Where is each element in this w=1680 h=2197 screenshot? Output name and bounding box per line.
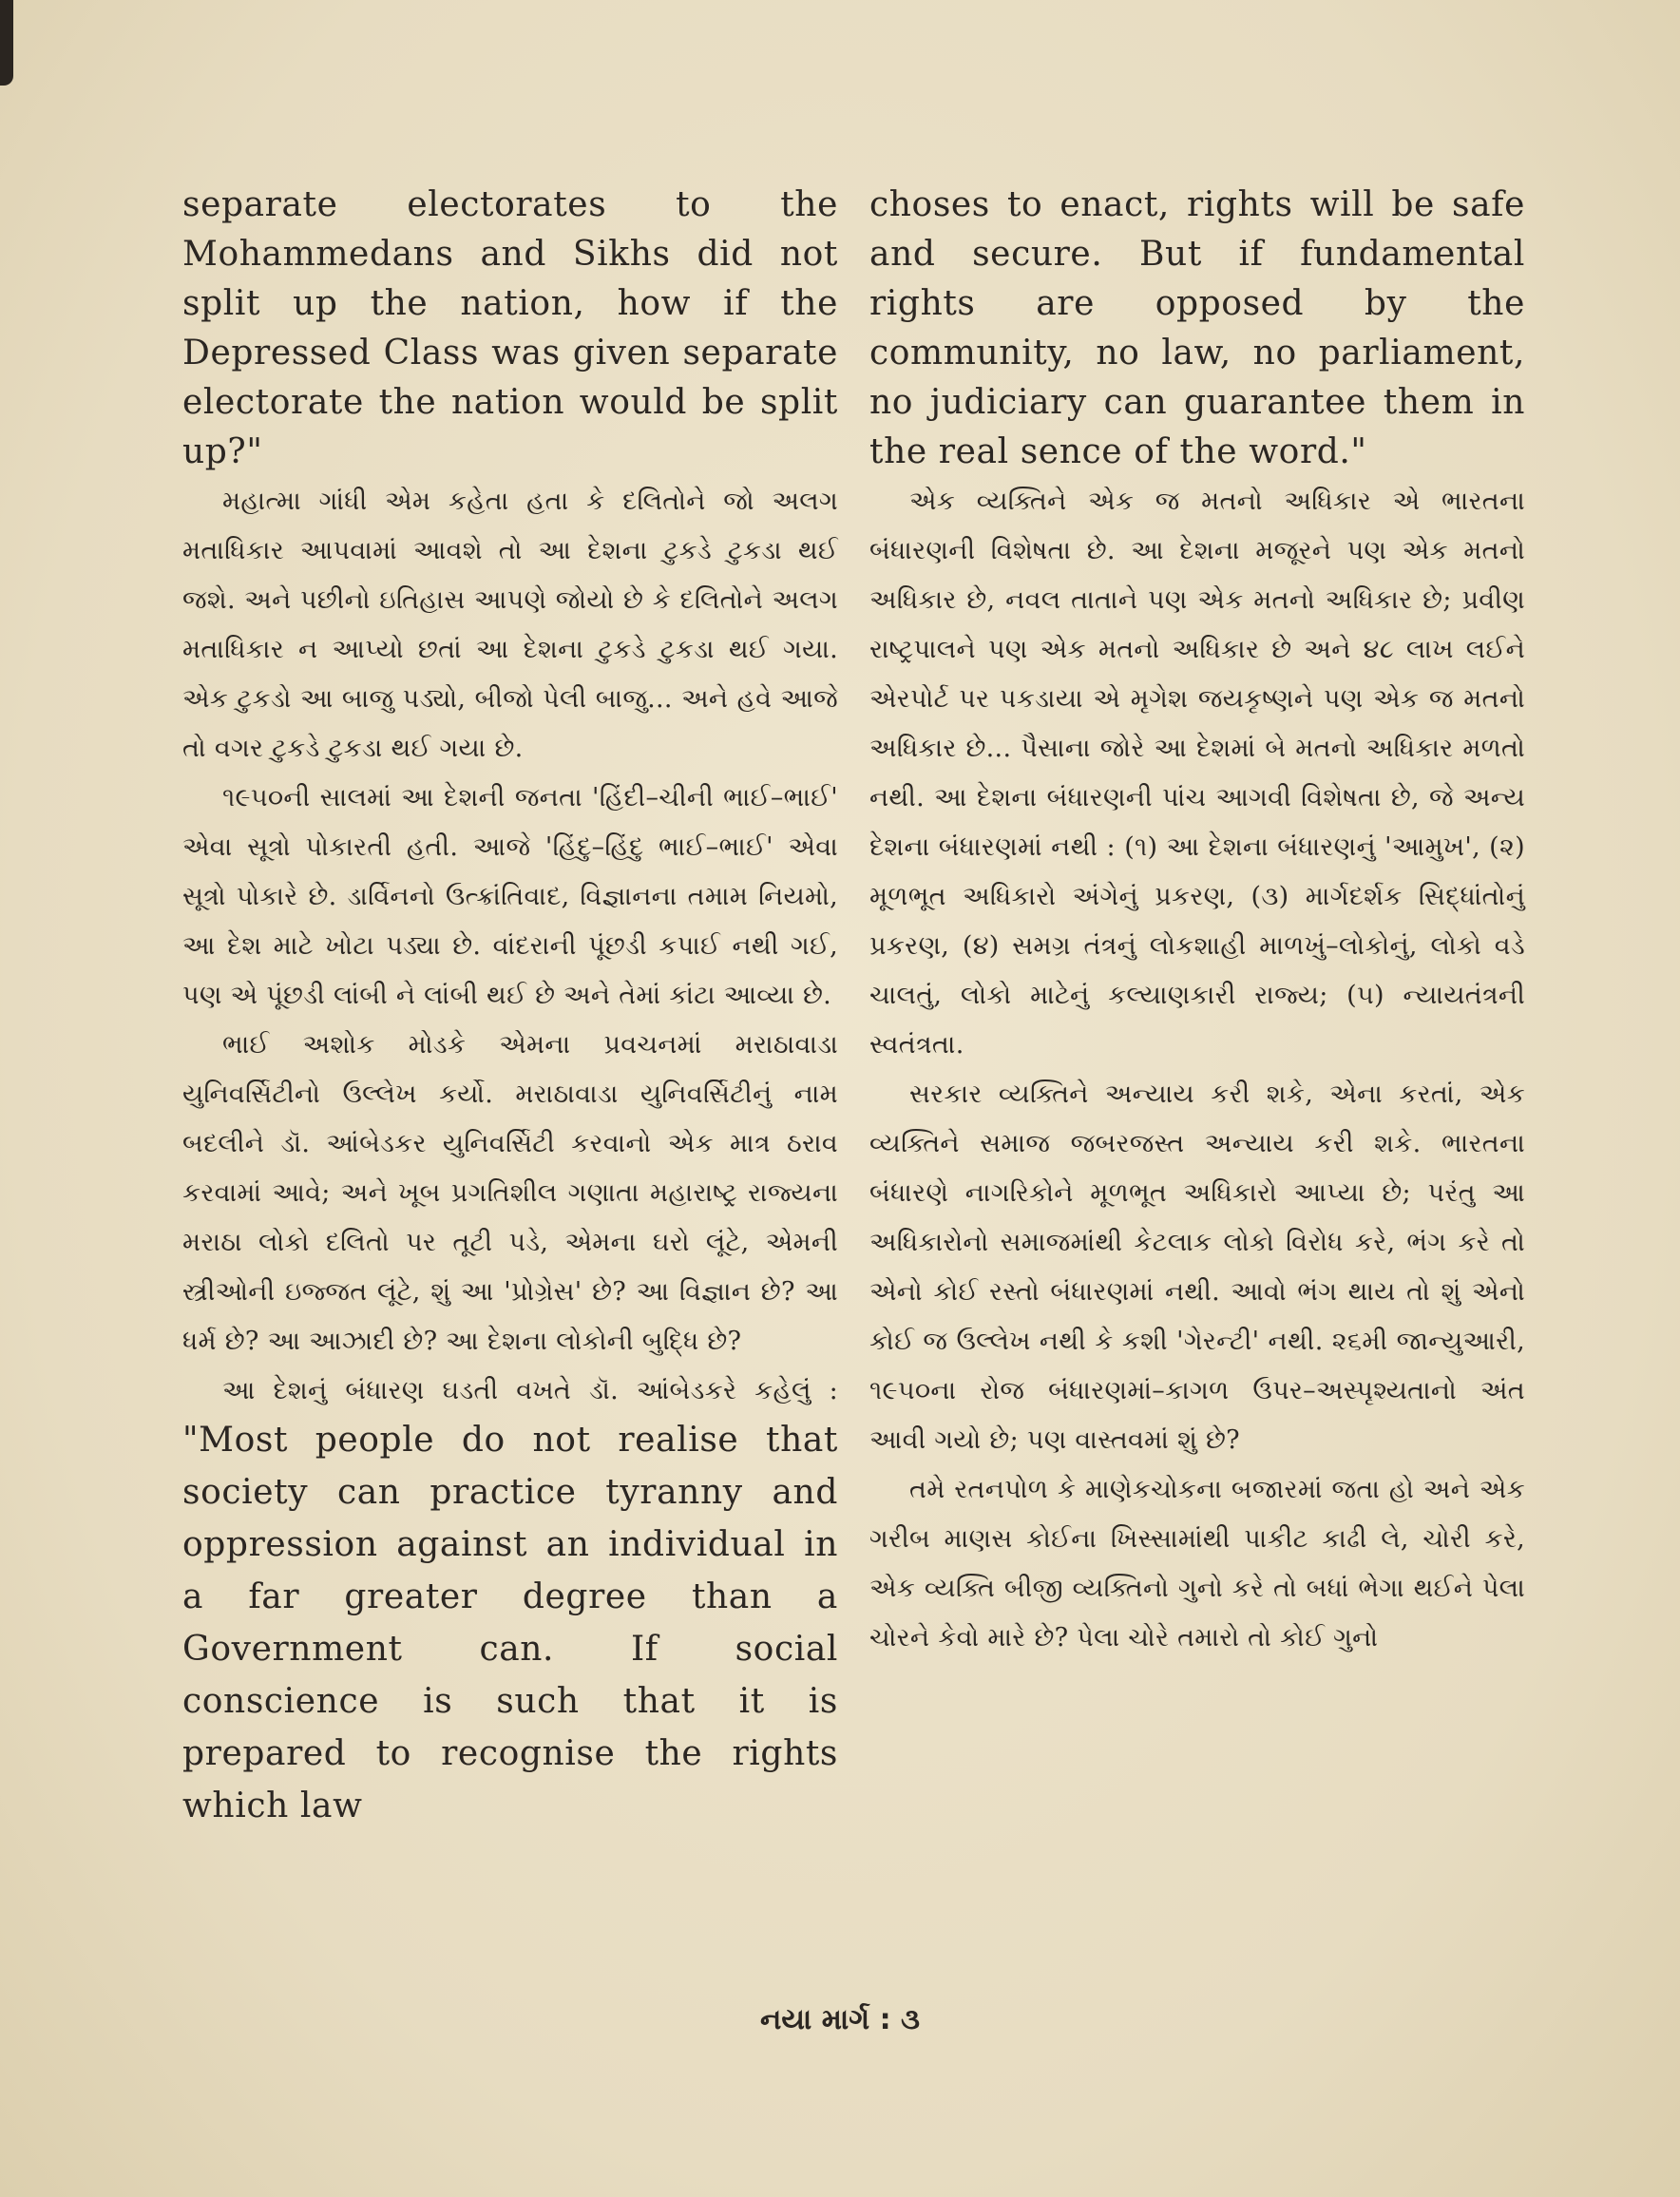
page-edge-shadow bbox=[0, 0, 13, 86]
ambedkar-intro: આ દેશનું બંધારણ ઘડતી વખતે ડૉ. આંબેડકરે કહેલું : bbox=[222, 1376, 838, 1405]
english-quote-continuation: separate electorates to the Mohammedans and Sikhs did not split up the nation, how if the Depressed Class was given separate electorate the nation would be split up?" bbox=[182, 185, 838, 471]
english-quote-ending: choses to enact, rights will be safe and secure. But if fundamental rights are opposed by the community, no law, no parliament, no judiciary can guarantee them in the real sence of the word." bbox=[869, 185, 1525, 471]
paragraph-market-thief: તમે રતનપોળ કે માણેકચોકના બજારમાં જતા હો અને એક ગરીબ માણસ કોઈના ખિસ્સામાંથી પાકીટ કાઢી લે, ચોરી કરે, એક વ્યક્તિ બીજી વ્યક્તિનો ગુનો કરે તો બધાં ભેગા થઈને પેલા ચોરને કેવો મારે છે? પેલા ચોરે તમારો તો કોઈ ગુનો bbox=[869, 1475, 1525, 1653]
paragraph-ambedkar-quote bbox=[182, 1366, 838, 1834]
page-footer: નયા માર્ગ : ૩ bbox=[759, 2003, 920, 2036]
paragraph-gandhi: મહાત્મા ગાંધી એમ કહેતા હતા કે દલિતોને જો અલગ મતાધિકાર આપવામાં આવશે તો આ દેશના ટુકડે ટુકડા થઈ જશે. અને પછીનો ઇતિહાસ આપણે જોયો છે કે દલિતોને અલગ મતાધિકાર ન આપ્યો છતાં આ દેશના ટુકડે ટુકડા થઈ ગયા. એક ટુકડો આ બાજુ પડ્યો, બીજો પેલી બાજુ... અને હવે આજે તો વગર ટુકડે ટુકડા થઈ ગયા છે. bbox=[182, 487, 838, 763]
left-column bbox=[182, 181, 838, 1834]
ambedkar-quote-english: "Most people do not realise that society can practice tyranny and oppression against an individual in a far greater degree than a Government can. If social conscience is such that it is prepared to recognise the rights which law bbox=[182, 1421, 838, 1825]
paragraph-marathwada-university: ભાઈ અશોક મોડકે એમના પ્રવચનમાં મરાઠાવાડા યુનિવર્સિટીનો ઉલ્લેખ કર્યો. મરાઠાવાડા યુનિવર્સિટીનું નામ બદલીને ડૉ. આંબેડકર યુનિવર્સિટી કરવાનો એક માત્ર ઠરાવ કરવામાં આવે; અને ખૂબ પ્રગતિશીલ ગણાતા મહારાષ્ટ્ર રાજ્યના મરાઠા લોકો દલિતો પર તૂટી પડે, એમના ઘરો લૂંટે, એમની સ્ત્રીઓની ઇજ્જત લૂંટે, શું આ 'પ્રોગ્રેસ' છે? આ વિજ્ઞાન છે? આ ધર્મ છે? આ આઝાદી છે? આ દેશના લોકોની બુદ્ધિ છે? bbox=[182, 1030, 838, 1356]
paragraph-one-vote: એક વ્યક્તિને એક જ મતનો અધિકાર એ ભારતના બંધારણની વિશેષતા છે. આ દેશના મજૂરને પણ એક મતનો અધિકાર છે, નવલ તાતાને પણ એક મતનો અધિકાર છે; પ્રવીણ રાષ્ટ્રપાલને પણ એક મતનો અધિકાર છે અને ૪૮ લાખ લઈને એરપોર્ટ પર પકડાયા એ મૃગેશ જયકૃષ્ણને પણ એક જ મતનો અધિકાર છે... પૈસાના જોરે આ દેશમાં બે મતનો અધિકાર મળતો નથી. આ દેશના બંધારણની પાંચ આગવી વિશેષતા છે, જે અન્ય દેશના બંધારણમાં નથી : (૧) આ દેશના બંધારણનું 'આમુખ', (૨) મૂળભૂત અધિકારો અંગેનું પ્રકરણ, (૩) માર્ગદર્શક સિદ્ધાંતોનું પ્રકરણ, (૪) સમગ્ર તંત્રનું લોકશાહી માળખું–લોકોનું, લોકો વડે ચાલતું, લોકો માટેનું કલ્યાણકારી રાજ્ય; (૫) ન્યાયતંત્રની સ્વતંત્રતા. bbox=[869, 487, 1525, 1060]
right-column bbox=[869, 181, 1525, 1663]
paragraph-1950-slogans: ૧૯૫૦ની સાલમાં આ દેશની જનતા 'હિંદી–ચીની ભાઈ–ભાઈ' એવા સૂત્રો પોકારતી હતી. આજે 'હિંદુ–હિંદુ ભાઈ–ભાઈ' એવા સૂત્રો પોકારે છે. ડાર્વિનનો ઉત્ક્રાંતિવાદ, વિજ્ઞાનના તમામ નિયમો, આ દેશ માટે ખોટા પડ્યા છે. વાંદરાની પૂંછડી કપાઈ નથી ગઈ, પણ એ પૂંછડી લાંબી ને લાંબી થઈ છે અને તેમાં કાંટા આવ્યા છે. bbox=[182, 783, 838, 1010]
paragraph-society-injustice: સરકાર વ્યક્તિને અન્યાય કરી શકે, એના કરતાં, એક વ્યક્તિને સમાજ જબરજસ્ત અન્યાય કરી શકે. ભારતના બંધારણે નાગરિકોને મૂળભૂત અધિકારો આપ્યા છે; પરંતુ આ અધિકારોનો સમાજમાંથી કેટલાક લોકો વિરોધ કરે, ભંગ કરે તો એનો કોઈ રસ્તો બંધારણમાં નથી. આવો ભંગ થાય તો શું એનો કોઈ જ ઉલ્લેખ નથી કે કશી 'ગેરન્ટી' નથી. ૨૬મી જાન્યુઆરી, ૧૯૫૦ના રોજ બંધારણમાં–કાગળ ઉપર–અસ્પૃશ્યતાનો અંત આવી ગયો છે; પણ વાસ્તવમાં શું છે? bbox=[869, 1079, 1525, 1455]
